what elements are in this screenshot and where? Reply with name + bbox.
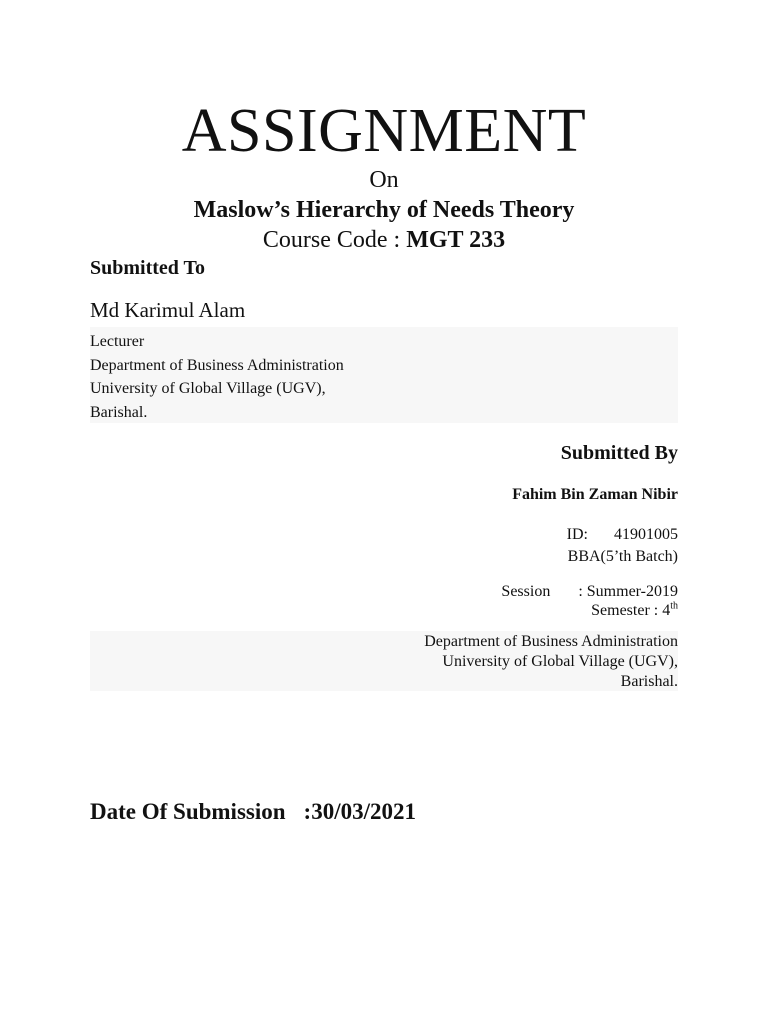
course-code-line	[0, 226, 768, 254]
submission-date-line	[90, 798, 416, 826]
course-code-value: MGT 233	[406, 227, 506, 253]
student-id	[567, 524, 678, 546]
teacher-designation: Lecturer	[90, 333, 145, 350]
session-label: Session	[501, 583, 551, 600]
document-title: ASSIGNMENT	[181, 97, 587, 165]
on-text: On	[369, 167, 399, 193]
student-department: Department of Business Administration	[424, 633, 678, 650]
student-department-details	[424, 632, 678, 692]
student-city: Barishal.	[620, 673, 678, 690]
course-code-label: Course Code :	[262, 227, 407, 253]
semester-line	[591, 601, 678, 621]
teacher-department: Department of Business Administration	[90, 356, 344, 374]
submission-date-value: :30/03/2021	[303, 799, 416, 824]
session-line	[501, 582, 678, 602]
teacher-city: Barishal.	[90, 403, 148, 421]
submission-date-label: Date Of Submission	[90, 799, 286, 824]
submitted-by-heading: Submitted By	[560, 442, 678, 464]
assignment-subject: Maslow’s Hierarchy of Needs Theory	[193, 197, 575, 223]
semester-text: Semester : 4	[591, 602, 671, 619]
submitted-to-heading: Submitted To	[90, 257, 206, 279]
student-name: Fahim Bin Zaman Nibir	[512, 486, 678, 503]
session-value: : Summer-2019	[578, 583, 678, 600]
student-id-value: 41901005	[614, 526, 678, 543]
student-university: University of Global Village (UGV),	[442, 653, 678, 670]
teacher-name: Md Karimul Alam	[90, 298, 246, 322]
teacher-university: University of Global Village (UGV),	[90, 380, 326, 397]
student-batch: BBA(5’th Batch)	[567, 548, 678, 565]
teacher-details	[90, 330, 344, 424]
semester-suffix: th	[670, 600, 678, 612]
student-id-label: ID:	[566, 526, 588, 543]
